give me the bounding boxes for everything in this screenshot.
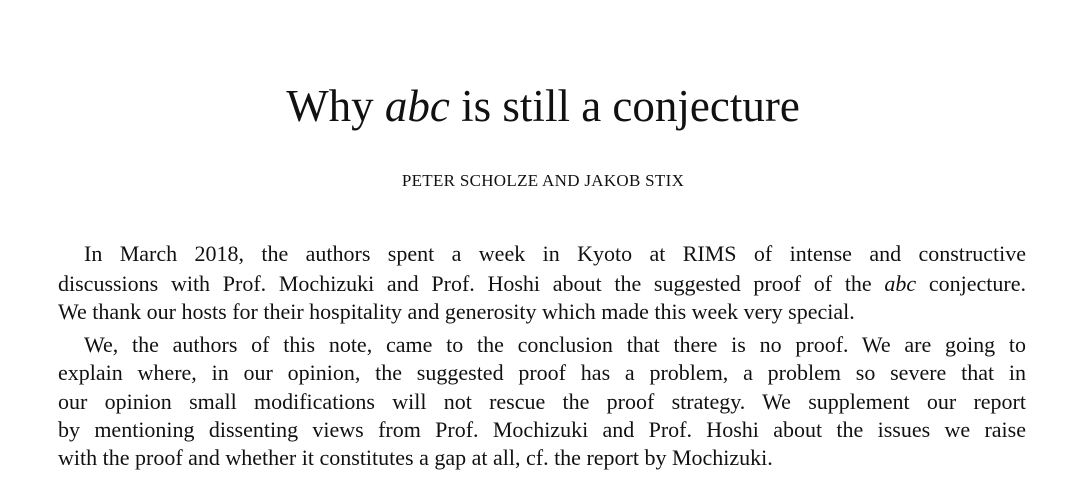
paragraph-2-line-4: by mentioning dissenting views from Prof. Mochizuki and Prof. Hoshi about the issues we raise <box>58 417 1026 442</box>
paragraph-2-line-2: explain where, in our opinion, the suggested proof has a problem, a problem so severe that in <box>58 360 1026 385</box>
paper-authors: PETER SCHOLZE AND JAKOB STIX <box>401 171 685 190</box>
paper-title <box>0 78 1080 134</box>
paragraph-2-line-3: our opinion small modifications will not rescue the proof strategy. We supplement our report <box>58 389 1026 414</box>
paragraph-1-line-2 <box>58 270 1026 298</box>
title-text-start: Why <box>286 81 385 131</box>
paragraph-1-line-1: In March 2018, the authors spent a week in Kyoto at RIMS of intense and constructive <box>84 241 1026 266</box>
paragraph-2-line-1: We, the authors of this note, came to the conclusion that there is no proof. We are going to <box>84 332 1026 357</box>
title-text-end: is still a conjecture <box>449 81 800 131</box>
paragraph-1-line-3: We thank our hosts for their hospitality and generosity which made this week very special. <box>58 299 855 324</box>
title-italic-abc: abc <box>384 81 450 131</box>
paragraph-1-line-2-text-start: discussions with Prof. Mochizuki and Prof. Hoshi about the suggested proof of the <box>58 271 885 296</box>
paragraph-2-line-5: with the proof and whether it constitutes a gap at all, cf. the report by Mochizuki. <box>58 445 773 470</box>
paragraph-1-line-2-italic-abc: abc <box>884 271 917 296</box>
paragraph-1-line-2-text-end: conjecture. <box>916 271 1027 296</box>
